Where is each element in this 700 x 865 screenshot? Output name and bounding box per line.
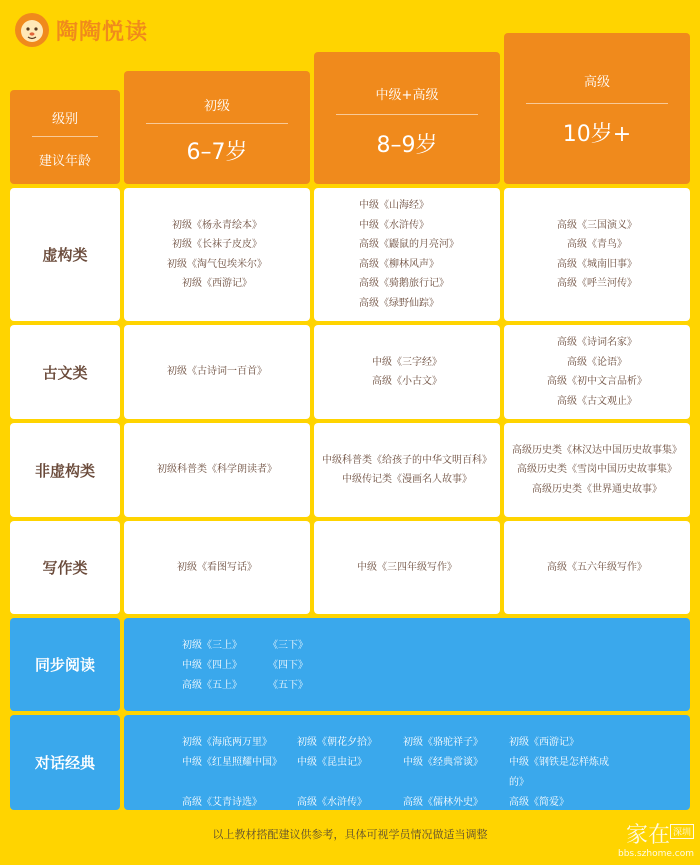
brand-name: 陶陶悦读 — [56, 19, 149, 45]
book-item: 中级科普类《给孩子的中华文明百科》 — [322, 454, 492, 466]
footer-note: 以上教材搭配建议供参考，具体可视学员情况做适当调整 — [212, 828, 488, 841]
watermark-main: 家在 — [625, 823, 670, 848]
sync-reading-list — [182, 636, 348, 695]
header-level-2 — [314, 52, 500, 184]
book-item: 高级《水浒传》 — [297, 797, 367, 808]
level-name: 初级 — [203, 99, 230, 114]
book-item: 中级《三四年级写作》 — [357, 561, 457, 573]
watermark-tag: 深圳 — [670, 824, 694, 839]
book-item: 高级历史类《世界通史故事》 — [532, 483, 662, 495]
divider — [336, 114, 478, 115]
book-item: 高级《青鸟》 — [567, 239, 627, 250]
nonfiction-level-2 — [314, 423, 500, 517]
fiction-level-3 — [504, 188, 690, 321]
book-item: 高级《城南旧事》 — [557, 258, 637, 270]
book-item: 高级《鼹鼠的月亮河》 — [359, 239, 459, 250]
book-item: 中级《红星照耀中国》 — [182, 757, 282, 768]
book-item: 初级《看图写话》 — [177, 561, 257, 573]
writing-level-1 — [124, 521, 310, 614]
book-item: 中级《昆虫记》 — [297, 757, 367, 768]
nonfiction-level-3 — [504, 423, 690, 517]
brand-logo — [14, 12, 148, 48]
lion-icon — [14, 12, 50, 48]
row-label-sync-reading: 同步阅读 — [10, 618, 120, 711]
book-item: 中级《山海经》 — [359, 200, 429, 211]
nonfiction-level-1 — [124, 423, 310, 517]
book-item: 《三下》 — [268, 640, 308, 651]
header-level-3 — [504, 33, 690, 184]
book-item: 初级《西游记》 — [182, 278, 252, 289]
book-item: 初级《长袜子皮皮》 — [172, 239, 262, 250]
watermark-url: bbs.szhome.com — [618, 849, 694, 859]
row-label-fiction: 虚构类 — [10, 188, 120, 321]
book-item: 中级传记类《漫画名人故事》 — [342, 474, 472, 485]
classical-level-1 — [124, 325, 310, 419]
book-item: 初级《海底两万里》 — [182, 737, 272, 748]
book-item: 《五下》 — [268, 680, 308, 691]
book-item: 高级《五上》 — [182, 680, 242, 691]
divider — [146, 123, 288, 124]
book-item: 初级《朝花夕拾》 — [297, 737, 377, 748]
book-item: 中级《水浒传》 — [359, 219, 429, 231]
book-item: 高级《三国演义》 — [557, 219, 637, 231]
book-item: 初级《三上》 — [182, 640, 242, 651]
book-item: 初级科普类《科学朗读者》 — [157, 464, 277, 476]
divider — [526, 103, 668, 104]
book-item: 中级《经典常谈》 — [403, 757, 483, 768]
book-item: 高级《骑鹅旅行记》 — [359, 278, 449, 289]
watermark — [618, 818, 694, 859]
fiction-level-1 — [124, 188, 310, 321]
book-item: 高级《古文观止》 — [557, 395, 637, 407]
age-label: 建议年龄 — [38, 154, 91, 169]
book-item: 高级《呼兰河传》 — [557, 278, 637, 289]
level-label: 级别 — [51, 112, 78, 127]
book-item: 初级《杨永青绘本》 — [172, 219, 262, 231]
book-item: 《四下》 — [268, 660, 308, 671]
level-name: 高级 — [583, 75, 610, 90]
classics-list — [182, 733, 619, 813]
classical-level-2 — [314, 325, 500, 419]
header-label-cell — [10, 90, 120, 184]
row-label-writing: 写作类 — [10, 521, 120, 614]
age-range: 10岁+ — [562, 122, 632, 147]
book-item: 高级历史类《雪岗中国历史故事集》 — [517, 464, 677, 476]
level-name: 中级+高级 — [375, 88, 439, 103]
book-item: 中级《四上》 — [182, 660, 242, 671]
book-item: 高级《简爱》 — [509, 797, 569, 808]
book-item: 高级《柳林风声》 — [359, 258, 439, 270]
header-level-1 — [124, 71, 310, 184]
book-item: 初级《西游记》 — [509, 737, 579, 748]
book-item: 高级《艾青诗选》 — [182, 797, 262, 808]
book-item: 高级《初中文言品析》 — [547, 376, 647, 387]
book-item: 初级《古诗词一百首》 — [167, 366, 267, 378]
age-range: 8–9岁 — [376, 133, 438, 158]
classical-level-3 — [504, 325, 690, 419]
book-item: 高级历史类《林汉达中国历史故事集》 — [512, 444, 682, 456]
book-item: 高级《诗词名家》 — [557, 337, 637, 348]
row-label-classics: 对话经典 — [10, 715, 120, 810]
writing-level-3 — [504, 521, 690, 614]
sync-reading-cell — [124, 618, 690, 711]
book-item: 高级《绿野仙踪》 — [359, 297, 439, 309]
book-item: 初级《骆驼祥子》 — [403, 737, 483, 748]
book-item: 高级《儒林外史》 — [403, 797, 483, 808]
row-label-classical: 古文类 — [10, 325, 120, 419]
age-range: 6–7岁 — [186, 140, 248, 165]
book-item: 初级《淘气包埃米尔》 — [167, 258, 267, 270]
row-label-nonfiction: 非虚构类 — [10, 423, 120, 517]
book-item: 中级《钢铁是怎样炼成的》 — [509, 757, 609, 788]
writing-level-2 — [314, 521, 500, 614]
book-item: 高级《论语》 — [567, 356, 627, 368]
book-item: 高级《五六年级写作》 — [547, 561, 647, 573]
fiction-level-2 — [314, 188, 500, 321]
divider — [32, 136, 98, 137]
book-item: 高级《小古文》 — [372, 376, 442, 387]
book-item: 中级《三字经》 — [372, 356, 442, 368]
classics-cell — [124, 715, 690, 810]
